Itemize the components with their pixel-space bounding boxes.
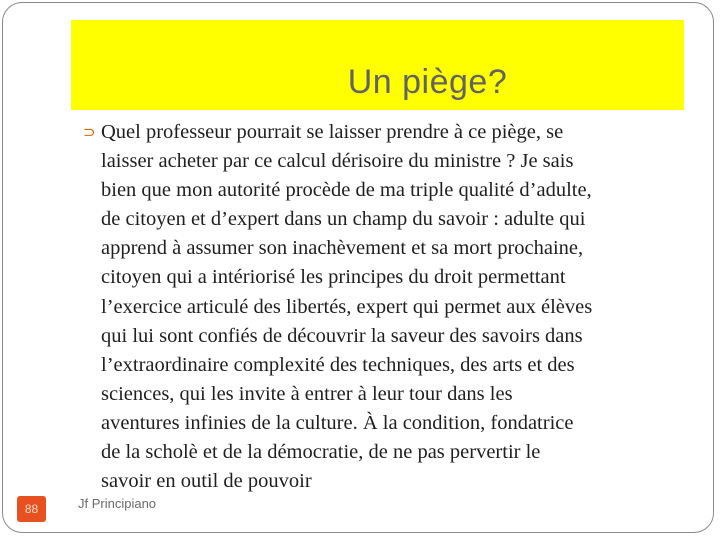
bullet-icon: ⊃ [83,123,96,141]
body-line: l’exercice articulé des libertés, expert qui permet aux élèves [101,295,593,318]
body-line: de la scholè et de la démocratie, de ne pas pervertir le [101,441,541,464]
footer-author: Jf Principiano [78,496,157,511]
body-line: qui lui sont confiés de découvrir la saveur des savoirs dans [101,324,583,347]
body-line: l’extraordinaire complexité des techniques, des arts et des [101,353,575,376]
body-line: bien que mon autorité procède de ma triple qualité d’adulte, [101,179,592,202]
body-line: aventures infinies de la culture. À la condition, fondatrice [101,411,574,434]
body-line: sciences, qui les invite à entrer à leur tour dans les [101,382,513,405]
title-band [71,20,684,110]
body-line: de citoyen et d’expert dans un champ du savoir : adulte qui [101,208,586,231]
body-line: citoyen qui a intériorisé les principes du droit permettant [101,266,566,289]
body-line: savoir en outil de pouvoir [101,470,312,493]
slide-title: Un piège? [347,63,508,101]
body-line: laisser acheter par ce calcul dérisoire du ministre ? Je sais [101,150,574,173]
body-line: apprend à assumer son inachèvement et sa mort prochaine, [101,237,584,260]
body-paragraph [83,118,697,496]
slide-number-badge: 88 [17,496,46,522]
body-line: Quel professeur pourrait se laisser prendre à ce piège, se [101,121,564,143]
